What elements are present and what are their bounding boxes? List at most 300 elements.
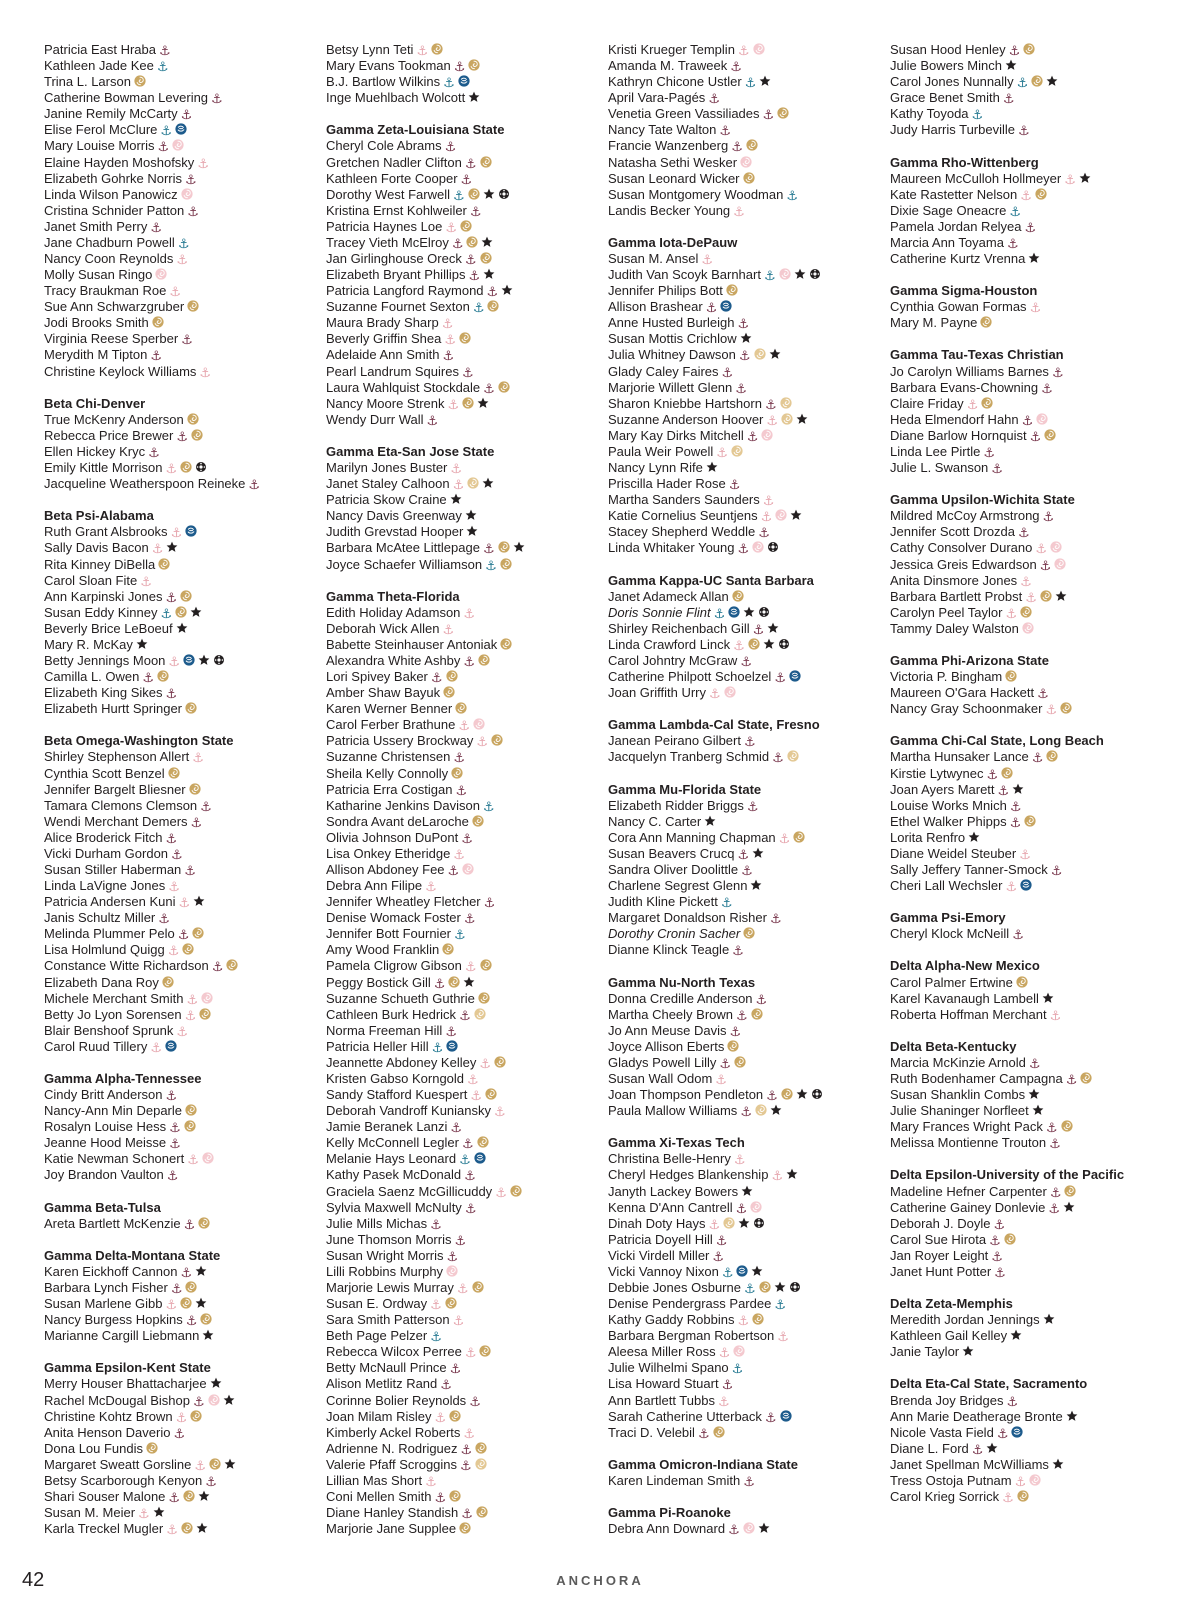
member-entry — [890, 991, 1168, 1007]
member-name: Martha Hunsaker Lance — [890, 749, 1029, 765]
member-entry — [44, 1103, 322, 1119]
member-name: Roberta Hoffman Merchant — [890, 1006, 1047, 1022]
section-spacer — [44, 1344, 322, 1360]
member-name: Beth Page Pelzer — [326, 1328, 428, 1344]
member-name: Mary Louise Morris — [44, 138, 155, 154]
member-entry — [44, 1441, 322, 1457]
member-name: Lisa Holmlund Quigg — [44, 942, 165, 958]
member-entry — [890, 122, 1168, 138]
member-name: Katie Cornelius Seuntjens — [608, 508, 758, 524]
member-entry — [608, 846, 886, 862]
anchor-icon: ⚓ — [186, 991, 199, 1007]
member-entry — [44, 299, 322, 315]
member-entry — [890, 219, 1168, 235]
page-number: 42 — [22, 1569, 45, 1591]
star-icon — [483, 188, 495, 200]
member-entry — [44, 926, 322, 942]
member-entry — [326, 283, 604, 299]
member-entry — [608, 122, 886, 138]
rose-icon — [480, 156, 492, 168]
anchor-icon: ⚓ — [140, 573, 152, 589]
anchor-icon: ⚓ — [721, 1264, 734, 1280]
member-entry — [890, 524, 1168, 540]
rose-icon — [1022, 622, 1034, 634]
member-name: Suzanne Anderson Hoover — [608, 411, 764, 427]
rose-icon — [1005, 670, 1017, 682]
star-icon — [166, 541, 178, 553]
anchor-icon: ⚓ — [451, 235, 464, 251]
member-entry — [326, 1280, 604, 1296]
anchor-icon: ⚓ — [176, 428, 188, 444]
member-entry — [326, 717, 604, 733]
member-entry — [890, 42, 1168, 58]
member-name: Deborah Vandroff Kuniansky — [326, 1103, 492, 1119]
member-name: Jennifer Scott Drozda — [890, 524, 1016, 540]
member-name: Karen Lindeman Smith — [608, 1472, 741, 1488]
rose-icon — [1004, 1233, 1016, 1245]
member-entry — [44, 235, 322, 251]
anchor-icon: ⚓ — [185, 171, 197, 187]
member-entry — [608, 1376, 886, 1392]
rose-icon — [1046, 750, 1058, 762]
chapter-heading: Delta Epsilon-University of the Pacific — [890, 1167, 1125, 1183]
anchor-icon: ⚓ — [482, 798, 495, 814]
member-name: Patricia Langford Raymond — [326, 283, 484, 299]
member-name: Tammy Daley Walston — [890, 620, 1019, 636]
member-entry — [44, 1409, 322, 1425]
rose-icon — [192, 927, 204, 939]
crest-icon — [728, 606, 740, 618]
member-name: Jacqueline Weatherspoon Reineke — [44, 476, 246, 492]
member-name: Diane Weidel Steuber — [890, 845, 1017, 861]
gear-icon — [753, 1217, 765, 1229]
rose-icon — [487, 300, 499, 312]
member-name: Ann Bartlett Tubbs — [608, 1392, 715, 1408]
member-entry — [326, 1055, 604, 1071]
member-entry — [890, 701, 1168, 717]
member-name: Alexandra White Ashby — [326, 652, 461, 668]
member-entry — [326, 637, 604, 653]
anchor-icon: ⚓ — [454, 1232, 467, 1248]
member-name: Jennifer Bott Fournier — [326, 926, 452, 942]
member-entry — [890, 74, 1168, 90]
anchor-icon: ⚓ — [449, 1361, 462, 1377]
member-entry — [890, 299, 1168, 315]
member-entry — [326, 782, 604, 798]
star-icon — [968, 831, 980, 843]
anchor-icon: ⚓ — [184, 862, 196, 878]
member-name: Doris Sonnie Flint — [608, 604, 711, 620]
member-name: Laura Wahlquist Stockdale — [326, 379, 481, 395]
anchor-icon: ⚓ — [1031, 750, 1044, 766]
member-name: Kristen Gabso Korngold — [326, 1071, 465, 1086]
rose-icon — [189, 783, 201, 795]
member-name: Nancy Coon Reynolds — [44, 251, 174, 267]
member-entry — [608, 942, 886, 958]
rose-icon — [498, 381, 510, 393]
member-entry — [44, 1376, 322, 1392]
member-name: Pearl Landrum Squires — [326, 363, 459, 379]
rose-icon — [740, 156, 752, 168]
member-entry — [608, 315, 886, 331]
member-name: Carolyn Peel Taylor — [890, 604, 1003, 620]
member-name: Julie L. Swanson — [890, 460, 989, 476]
member-name: Julie Shaninger Norfleet — [890, 1103, 1029, 1119]
member-name: Marjorie Lewis Murray — [326, 1280, 454, 1296]
member-name: Dorothy West Farwell — [326, 186, 451, 202]
member-name: Gladys Powell Lilly — [608, 1054, 717, 1070]
member-name: Kristi Krueger Templin — [608, 42, 735, 57]
anchor-icon: ⚓ — [434, 1409, 447, 1425]
anchor-icon: ⚓ — [737, 316, 750, 332]
member-name: Julie Wilhelmi Spano — [608, 1360, 729, 1376]
member-entry — [326, 1312, 604, 1328]
anchor-icon: ⚓ — [467, 1072, 479, 1087]
column-3 — [608, 42, 886, 1537]
member-name: Linda Crawford Linck — [608, 636, 731, 652]
anchor-icon: ⚓ — [170, 525, 183, 541]
column-2 — [326, 42, 604, 1537]
section-spacer — [890, 1360, 1168, 1376]
star-icon — [501, 284, 513, 296]
rose-icon — [185, 1104, 197, 1116]
anchor-icon: ⚓ — [463, 653, 476, 669]
member-entry — [890, 1232, 1168, 1248]
member-entry — [326, 685, 604, 701]
star-icon — [223, 1394, 235, 1406]
member-name: Tracy Braukman Roe — [44, 283, 167, 299]
member-entry — [608, 331, 886, 347]
member-name: Janet Hunt Potter — [890, 1263, 992, 1279]
member-entry — [44, 155, 322, 171]
section-spacer — [326, 428, 604, 444]
anchor-icon: ⚓ — [991, 1248, 1003, 1264]
chapter-heading: Beta Chi-Denver — [44, 395, 146, 411]
rose-icon — [472, 815, 484, 827]
member-entry — [44, 878, 322, 894]
anchor-icon: ⚓ — [721, 364, 734, 380]
member-name: Janet Staley Calhoon — [326, 476, 450, 492]
anchor-icon: ⚓ — [1064, 171, 1076, 187]
member-entry — [44, 412, 322, 428]
anchor-icon: ⚓ — [192, 750, 204, 766]
section-spacer — [608, 1441, 886, 1457]
anchor-icon: ⚓ — [1002, 1490, 1014, 1506]
rose-icon — [793, 831, 805, 843]
chapter-heading: Gamma Chi-Cal State, Long Beach — [890, 733, 1104, 749]
member-name: Shari Souser Malone — [44, 1489, 166, 1505]
rose-icon — [472, 1281, 484, 1293]
member-entry — [608, 1248, 886, 1264]
member-name: Nicole Vasta Field — [890, 1424, 994, 1440]
member-entry — [44, 540, 322, 556]
member-entry — [326, 701, 604, 717]
member-entry — [326, 1151, 604, 1167]
rose-icon — [1036, 413, 1048, 425]
anchor-icon: ⚓ — [1021, 412, 1034, 428]
member-name: Betty Jo Lyon Sorensen — [44, 1006, 182, 1022]
member-name: Cheri Lall Wechsler — [890, 878, 1003, 894]
member-entry — [326, 814, 604, 830]
rose-icon — [480, 252, 492, 264]
anchor-icon: ⚓ — [461, 1506, 473, 1522]
member-name: Barbara Bergman Robertson — [608, 1328, 775, 1344]
star-icon — [468, 91, 480, 103]
chapter-heading: Gamma Tau-Texas Christian — [890, 347, 1064, 363]
anchor-icon: ⚓ — [495, 1184, 507, 1200]
anchor-icon: ⚓ — [166, 1522, 178, 1538]
member-entry — [44, 1264, 322, 1280]
star-icon — [1010, 1329, 1022, 1341]
member-entry — [44, 138, 322, 154]
rose-icon — [754, 348, 766, 360]
chapter-heading: Beta Psi-Alabama — [44, 508, 154, 524]
anchor-icon: ⚓ — [713, 605, 726, 621]
member-name: Elizabeth Ridder Briggs — [608, 797, 744, 813]
member-entry — [326, 1505, 604, 1521]
member-name: Patricia Ussery Brockway — [326, 733, 474, 749]
member-name: Janet Adameck Allan — [608, 588, 729, 604]
gear-icon — [811, 1088, 823, 1100]
member-name: Valerie Pfaff Scroggins — [326, 1456, 458, 1472]
member-name: Aleesa Miller Ross — [608, 1344, 716, 1360]
anchor-icon: ⚓ — [733, 1152, 746, 1168]
member-name: Sally Davis Bacon — [44, 540, 149, 556]
member-entry — [326, 1167, 604, 1183]
member-entry — [608, 1103, 886, 1119]
anchor-icon: ⚓ — [774, 1297, 786, 1313]
member-name: Patricia East Hraba — [44, 42, 156, 57]
member-entry — [44, 267, 322, 283]
rose-icon — [498, 541, 510, 553]
member-entry — [890, 251, 1168, 267]
member-name: Debra Ann Filipe — [326, 878, 423, 894]
rose-icon — [734, 1056, 746, 1068]
member-entry — [608, 299, 886, 315]
member-name: Susan Beavers Crucq — [608, 845, 735, 861]
rose-icon — [981, 397, 993, 409]
anchor-icon: ⚓ — [762, 493, 775, 509]
section-spacer — [890, 138, 1168, 154]
anchor-icon: ⚓ — [786, 187, 799, 203]
member-name: Janean Peirano Gilbert — [608, 733, 741, 749]
anchor-icon: ⚓ — [986, 766, 999, 782]
member-entry — [608, 1216, 886, 1232]
star-icon — [195, 1265, 207, 1277]
anchor-icon: ⚓ — [464, 1168, 476, 1184]
anchor-icon: ⚓ — [744, 75, 757, 91]
member-name: Elizabeth Bryant Phillips — [326, 267, 466, 283]
star-icon — [153, 1506, 165, 1518]
anchor-icon: ⚓ — [755, 991, 768, 1007]
anchor-icon: ⚓ — [169, 1120, 181, 1136]
rose-icon — [468, 188, 480, 200]
rose-icon — [476, 1506, 488, 1518]
anchor-icon: ⚓ — [199, 364, 212, 380]
crest-icon — [736, 1265, 748, 1277]
anchor-icon: ⚓ — [737, 1313, 750, 1329]
member-name: Kathy Pasek McDonald — [326, 1167, 462, 1183]
anchor-icon: ⚓ — [1020, 187, 1032, 203]
member-entry — [326, 90, 604, 106]
member-entry — [608, 862, 886, 878]
star-icon — [210, 1377, 222, 1389]
rose-icon — [1001, 767, 1013, 779]
member-entry — [890, 1409, 1168, 1425]
rose-icon — [491, 734, 503, 746]
member-entry — [44, 428, 322, 444]
member-entry — [326, 1200, 604, 1216]
member-entry — [326, 958, 604, 974]
member-entry — [44, 1457, 322, 1473]
member-name: Venetia Green Vassiliades — [608, 106, 760, 122]
rose-icon — [199, 1008, 211, 1020]
anchor-icon: ⚓ — [1016, 75, 1029, 91]
anchor-icon: ⚓ — [1025, 589, 1037, 605]
member-name: Kathy Gaddy Robbins — [608, 1312, 735, 1328]
rose-icon — [182, 943, 194, 955]
rose-icon — [448, 976, 460, 988]
member-entry — [890, 58, 1168, 74]
section-spacer — [44, 717, 322, 733]
member-entry — [326, 557, 604, 573]
member-name: Julia Whitney Dawson — [608, 347, 736, 363]
star-icon — [759, 75, 771, 87]
rose-icon — [201, 992, 213, 1004]
anchor-icon: ⚓ — [1002, 91, 1015, 107]
member-name: Judy Harris Turbeville — [890, 122, 1015, 138]
rose-icon — [781, 413, 793, 425]
anchor-icon: ⚓ — [165, 1088, 178, 1104]
rose-icon — [500, 638, 512, 650]
member-entry — [44, 74, 322, 90]
star-icon — [450, 493, 462, 505]
member-name: Wendy Durr Wall — [326, 411, 424, 427]
anchor-icon: ⚓ — [181, 332, 193, 348]
rose-icon — [1024, 815, 1036, 827]
member-name: Michele Merchant Smith — [44, 990, 184, 1006]
rose-icon — [1017, 1490, 1029, 1502]
member-entry — [326, 1007, 604, 1023]
member-entry — [890, 203, 1168, 219]
member-entry — [326, 476, 604, 492]
rose-icon — [477, 1136, 489, 1148]
member-entry — [44, 42, 322, 58]
member-entry — [326, 364, 604, 380]
star-icon — [786, 1168, 798, 1180]
star-icon — [743, 606, 755, 618]
member-name: Jacquelyn Tranberg Schmid — [608, 749, 770, 765]
member-name: Rachel McDougal Bishop — [44, 1392, 190, 1408]
member-name: April Vara-Pagés — [608, 90, 706, 106]
member-name: Suzanne Christensen — [326, 749, 451, 765]
anchor-icon: ⚓ — [453, 59, 466, 75]
crest-icon — [474, 1152, 486, 1164]
member-name: Jan Royer Leight — [890, 1247, 989, 1263]
member-name: Shirley Reichenbach Gill — [608, 620, 750, 636]
member-entry — [326, 991, 604, 1007]
member-entry — [326, 749, 604, 765]
member-name: Martha Cheely Brown — [608, 1006, 733, 1022]
rose-icon — [157, 670, 169, 682]
anchor-icon: ⚓ — [1005, 605, 1018, 621]
anchor-icon: ⚓ — [730, 59, 742, 75]
anchor-icon: ⚓ — [165, 830, 178, 846]
member-name: Tress Ostoja Putnam — [890, 1472, 1012, 1488]
star-icon — [1043, 1313, 1055, 1325]
star-icon — [202, 1329, 214, 1341]
member-entry — [608, 187, 886, 203]
member-entry — [608, 685, 886, 701]
member-entry — [608, 267, 886, 283]
rose-icon — [162, 976, 174, 988]
chapter-heading: Gamma Phi-Arizona State — [890, 652, 1049, 668]
member-name: Maureen McCulloh Hollmeyer — [890, 170, 1062, 186]
member-entry — [608, 653, 886, 669]
member-entry — [608, 1328, 886, 1344]
member-name: Carol Ferber Brathune — [326, 717, 456, 733]
member-entry — [44, 1312, 322, 1328]
member-name: Nancy Davis Greenway — [326, 508, 462, 524]
anchor-icon: ⚓ — [197, 155, 209, 171]
member-name: Elizabeth Dana Roy — [44, 974, 159, 990]
anchor-icon: ⚓ — [719, 123, 732, 139]
anchor-icon: ⚓ — [728, 477, 741, 493]
member-name: Francie Wanzenberg — [608, 138, 729, 154]
member-entry — [44, 798, 322, 814]
member-name: Ruth Bodenhamer Campagna — [890, 1071, 1063, 1086]
member-entry — [890, 1425, 1168, 1441]
crest-icon — [1011, 1426, 1023, 1438]
crest-icon — [720, 300, 732, 312]
star-icon — [750, 879, 762, 891]
star-icon — [706, 461, 718, 473]
anchor-icon: ⚓ — [740, 1104, 752, 1120]
member-entry — [890, 106, 1168, 122]
rose-icon — [775, 509, 787, 521]
member-entry — [608, 90, 886, 106]
rose-icon — [732, 590, 744, 602]
member-name: Barbara Bartlett Probst — [890, 588, 1023, 604]
member-name: Betty McNaull Prince — [326, 1360, 447, 1376]
member-name: Graciela Saenz McGillicuddy — [326, 1183, 493, 1199]
member-name: Barbara Evans-Chowning — [890, 379, 1039, 395]
star-icon — [224, 1458, 236, 1470]
rose-icon — [478, 654, 490, 666]
member-entry — [608, 251, 886, 267]
rose-icon — [446, 670, 458, 682]
anchor-icon: ⚓ — [712, 1248, 725, 1264]
member-entry — [608, 476, 886, 492]
anchor-icon: ⚓ — [165, 1297, 178, 1313]
member-name: Martha Sanders Saunders — [608, 492, 760, 508]
member-entry — [326, 926, 604, 942]
member-entry — [44, 171, 322, 187]
anchor-icon: ⚓ — [170, 1281, 183, 1297]
member-entry — [890, 862, 1168, 878]
anchor-icon: ⚓ — [1019, 846, 1031, 862]
anchor-icon: ⚓ — [743, 734, 756, 750]
anchor-icon: ⚓ — [177, 235, 190, 251]
section-spacer — [44, 1055, 322, 1071]
anchor-icon: ⚓ — [1049, 1136, 1061, 1152]
anchor-icon: ⚓ — [464, 959, 477, 975]
member-name: Dixie Sage Oneacre — [890, 202, 1007, 218]
member-name: Pamela Jordan Relyea — [890, 218, 1022, 234]
rose-icon — [1029, 1474, 1041, 1486]
member-name: Linda Whitaker Young — [608, 540, 735, 556]
member-entry — [890, 364, 1168, 380]
